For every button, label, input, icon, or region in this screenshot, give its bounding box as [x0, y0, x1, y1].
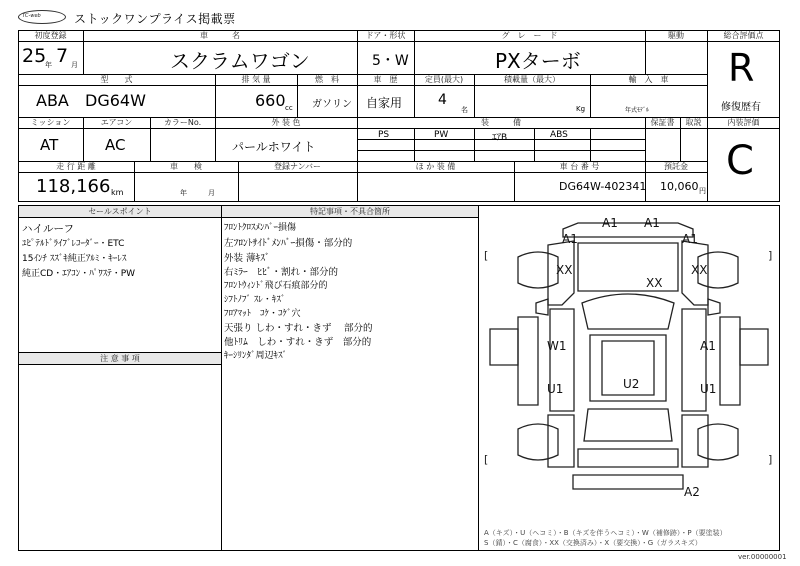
sales-point-line: ﾕﾋﾟﾃﾙﾄﾞﾗｲﾌﾞﾚｺｰﾀﾞｰ・ETC — [22, 239, 125, 249]
chassis-no-label: 車 台 番 号 — [559, 162, 600, 171]
special-note-line: 外装 薄ｷｽﾞ — [224, 253, 270, 264]
damage-mark-rear-bumper: A2 — [684, 485, 700, 499]
exterior-color-label: 外 装 色 — [271, 118, 301, 127]
chassis-no-value: DG64W-402341 — [559, 180, 647, 193]
capacity-unit: 名 — [461, 106, 468, 114]
displacement-label: 排 気 量 — [241, 75, 271, 84]
damage-mark-roof: U2 — [623, 377, 640, 391]
logo-text: TC-web — [22, 13, 41, 19]
special-note-line: ﾌﾛﾝﾄｸﾛｽﾒﾝﾊﾞｰ損傷 — [224, 223, 297, 233]
load-unit: Kg — [576, 105, 586, 113]
damage-mark-center: XX — [646, 276, 663, 290]
overall-score-caption: 修復歴有 — [721, 102, 761, 113]
first-reg-month: 7 — [56, 45, 69, 67]
damage-mark-right-rear-door: U1 — [700, 382, 717, 396]
history-label: 車 歴 — [373, 75, 398, 84]
damage-mark-left-member: XX — [556, 263, 573, 277]
damage-mark-right-fender: A1 — [682, 232, 698, 246]
door-shape-label: ドア・形状 — [365, 31, 406, 40]
manual-label: 取説 — [685, 118, 702, 127]
overall-score-label: 総合評価点 — [723, 31, 764, 40]
yen-unit: 円 — [699, 187, 706, 195]
special-note-line: 左ﾌﾛﾝﾄｻｲﾄﾞﾒﾝﾊﾞｰ損傷・部分的 — [224, 238, 353, 249]
sales-point-line: ハイルーフ — [22, 223, 74, 235]
mileage-value: 118,166 — [36, 176, 111, 197]
interior-score-label: 内装評価 — [727, 118, 760, 127]
load-label: 積載量（最大） — [504, 75, 560, 84]
equipment-pw: PW — [434, 130, 449, 140]
notes-label: 注 意 事 項 — [100, 354, 140, 363]
aircon-label: エアコン — [100, 118, 133, 127]
type-label: 型 式 — [100, 75, 133, 84]
special-note-line: ﾌﾛｱﾏｯﾄ ｺｹ・ｺｹﾞ穴 — [224, 309, 301, 319]
damage-mark-front-right: A1 — [644, 216, 660, 230]
capacity-value: 4 — [438, 92, 447, 108]
special-notes-label: 特記事項・不具合箇所 — [310, 207, 390, 216]
door-shape-value: 5・W — [372, 53, 409, 69]
overall-score: R — [728, 46, 755, 90]
car-name-label: 車 名 — [200, 31, 240, 40]
bracket-left-rear: [ — [484, 453, 489, 466]
inspection-year-unit: 年 — [180, 189, 187, 197]
history-value: 自家用 — [366, 96, 403, 110]
tc-web-logo — [18, 10, 68, 24]
car-name-value: スクラムワゴン — [170, 49, 310, 73]
interior-score: C — [726, 138, 754, 184]
special-note-line: ｷｰｼﾘﾝﾀﾞ周辺ｷｽﾞ — [224, 351, 288, 361]
exterior-color-value: パールホワイト — [232, 140, 316, 154]
sales-point-line: 15ｲﾝﾁ ｽｽﾞｷ純正ｱﾙﾐ・ｷｰﾚｽ — [22, 254, 127, 264]
special-note-line: ｼﾌﾄﾉﾌﾞ ｽﾚ・ｷｽﾞ — [224, 295, 286, 305]
grade-value: PXターボ — [495, 49, 581, 73]
fuel-label: 燃 料 — [315, 75, 339, 84]
damage-mark-left-fender: A1 — [562, 232, 578, 246]
plate-label: 登録ナンバー — [273, 162, 322, 171]
first-reg-label: 初度登録 — [34, 31, 67, 40]
type-prefix: ABA — [36, 91, 69, 110]
grade-label: グ レ ー ド — [501, 31, 558, 40]
import-model-year: 年式ﾓﾃﾞﾙ — [625, 107, 650, 114]
bracket-left-front: [ — [484, 249, 489, 262]
color-no-label: カラーNo. — [163, 118, 202, 127]
km-unit: km — [111, 188, 124, 197]
import-label: 輸 入 車 — [628, 75, 669, 84]
special-note-line: 他ﾄﾘﾑ しわ・すれ・きず 部分的 — [224, 337, 372, 348]
special-note-line: ﾌﾛﾝﾄｳｨﾝﾄﾞ飛び石痕部分的 — [224, 281, 328, 291]
drive-label: 駆動 — [668, 31, 684, 40]
type-code: DG64W — [85, 91, 146, 110]
special-note-line: 右ﾐﾗｰ ﾋﾋﾞ・割れ・部分的 — [224, 267, 339, 278]
bracket-right-front: ] — [768, 249, 773, 262]
equipment-airbag: ｴｱB — [492, 133, 508, 143]
cc-unit: cc — [285, 104, 293, 112]
mission-label: ミッション — [30, 118, 71, 127]
bracket-right-rear: ] — [768, 453, 773, 466]
damage-mark-right-door: A1 — [700, 339, 716, 353]
inspection-label: 車 検 — [170, 162, 202, 171]
fuel-value: ガソリン — [312, 99, 352, 110]
year-unit: 年 — [45, 61, 52, 69]
damage-legend-line1: A（キズ）・U（ヘコミ）・B（キズを伴うヘコミ）・W（補修跡）・P（要塗装） — [484, 529, 727, 537]
reserve-fund-value: 10,060 — [660, 180, 699, 193]
sales-point-line: 純正CD・ｴｱｺﾝ・ﾊﾟﾜｽﾃ・PW — [22, 269, 136, 279]
equipment-label: 装 備 — [481, 118, 521, 127]
capacity-label: 定員(最大) — [424, 75, 464, 84]
sales-points-label: セールスポイント — [88, 207, 152, 216]
mileage-label: 走 行 距 離 — [56, 162, 96, 171]
reserve-fund-label: 預託金 — [664, 162, 688, 171]
mission-value: AT — [40, 136, 59, 154]
page-title: ストックワンプライス掲載票 — [74, 12, 236, 26]
first-reg-year: 25 — [22, 45, 47, 67]
aircon-value: AC — [105, 136, 126, 154]
other-equip-label: ほ か 装 備 — [415, 162, 456, 171]
month-unit: 月 — [71, 61, 78, 69]
damage-mark-front-left: A1 — [602, 216, 618, 230]
version-label: ver.00000001 — [738, 553, 787, 561]
damage-mark-left-door: W1 — [547, 339, 567, 353]
equipment-abs: ABS — [550, 130, 568, 140]
special-note-line: 天張り しわ・すれ・きず 部分的 — [224, 323, 373, 334]
damage-legend-line2: S（錆）・C（腐食）・XX（交換済み）・X（要交換）・G（ガラスキズ） — [484, 539, 702, 547]
warranty-label: 保証書 — [650, 118, 675, 127]
displacement-value: 660 — [255, 91, 286, 110]
car-diagram — [478, 205, 780, 525]
inspection-month-unit: 月 — [208, 189, 215, 197]
equipment-ps: PS — [378, 130, 390, 140]
damage-mark-left-rear-door: U1 — [547, 382, 564, 396]
damage-mark-right-member: XX — [691, 263, 708, 277]
